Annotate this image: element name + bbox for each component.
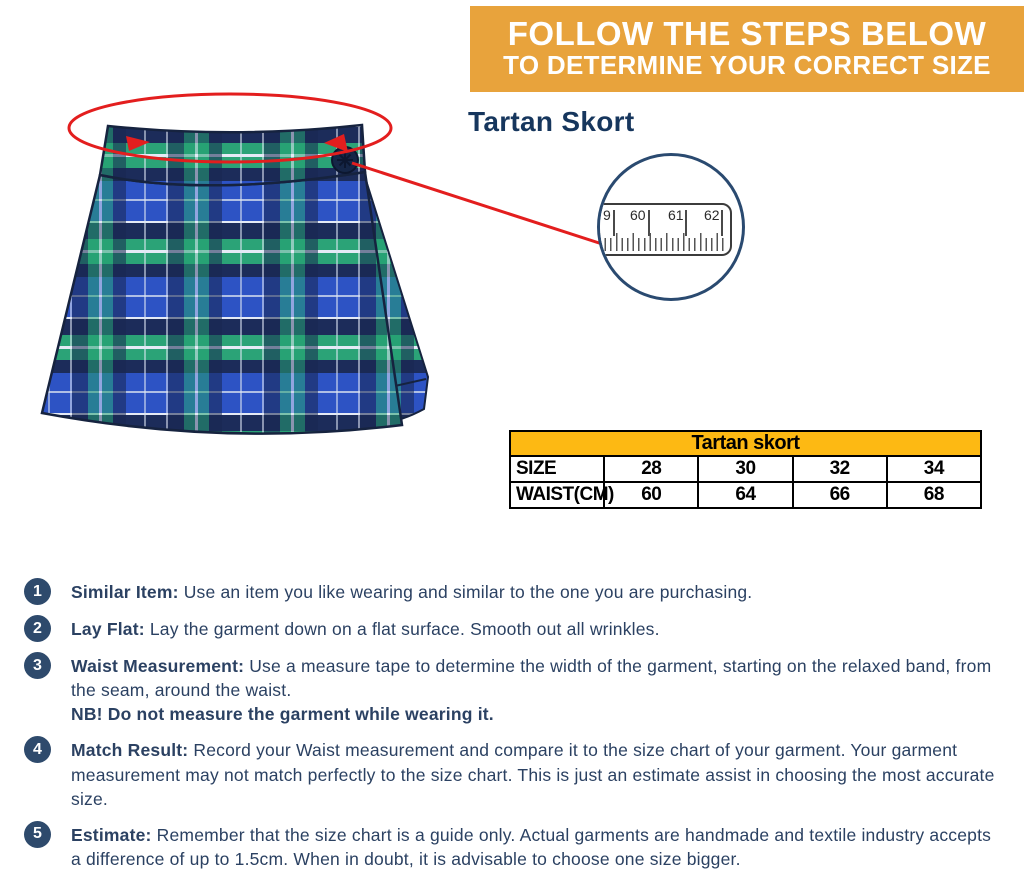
step-item-3 xyxy=(24,654,1020,726)
size-value: 34 xyxy=(887,456,981,482)
waist-row-label: WAIST(CM) xyxy=(510,482,604,508)
step-number-badge: 3 xyxy=(24,652,51,679)
step-description: Use a measure tape to determine the width of the garment, starting on the relaxed band, from the seam, around the waist. xyxy=(71,656,992,701)
size-table xyxy=(509,430,982,509)
size-row-label: SIZE xyxy=(510,456,604,482)
table-row xyxy=(510,456,981,482)
ruler-number: 61 xyxy=(668,207,684,223)
step-item-4 xyxy=(24,738,1020,810)
banner-line1: FOLLOW THE STEPS BELOW xyxy=(507,14,987,52)
step-item-1 xyxy=(24,580,1020,605)
step-label: Estimate: xyxy=(71,824,152,845)
step-label: Similar Item: xyxy=(71,582,179,602)
waist-value: 66 xyxy=(793,482,887,508)
step-number-badge: 1 xyxy=(24,578,51,605)
step-note: NB! Do not measure the garment while wearing it. xyxy=(71,704,494,725)
tape-detail-circle xyxy=(597,153,745,301)
ruler-number: 60 xyxy=(630,207,646,223)
step-description: Lay the garment down on a flat surface. Smooth out all wrinkles. xyxy=(144,619,660,639)
skort-body xyxy=(42,172,402,434)
step-label: Match Result: xyxy=(71,740,189,761)
step-label: Lay Flat: xyxy=(71,619,145,639)
step-list xyxy=(24,580,1020,878)
measuring-tape-ruler xyxy=(597,203,732,256)
step-label: Waist Measurement: xyxy=(71,656,245,676)
waist-value: 68 xyxy=(887,482,981,508)
step-text xyxy=(71,823,1006,871)
size-table-title: Tartan skort xyxy=(510,431,981,456)
table-row xyxy=(510,482,981,508)
step-number-badge: 5 xyxy=(24,821,51,848)
step-description: Use an item you like wearing and similar to the one you are purchasing. xyxy=(178,582,753,602)
size-value: 30 xyxy=(698,456,792,482)
table-header-row xyxy=(510,431,981,456)
step-item-2 xyxy=(24,617,1020,642)
size-value: 32 xyxy=(793,456,887,482)
step-text xyxy=(71,738,1006,810)
step-item-5 xyxy=(24,823,1020,871)
waist-value: 64 xyxy=(698,482,792,508)
ruler-number: 62 xyxy=(704,207,720,223)
step-text xyxy=(71,617,660,641)
step-description: Record your Waist measurement and compare it to the size chart of your garment. Your garment measurement may not match perfectly to the size chart. This is just an estimate assist in choosing the most accurate size. xyxy=(71,740,995,809)
step-text xyxy=(71,654,1006,726)
banner-line2: TO DETERMINE YOUR CORRECT SIZE xyxy=(503,50,991,81)
header-banner xyxy=(470,6,1024,92)
step-text xyxy=(71,580,752,604)
callout-line xyxy=(352,163,630,253)
size-value: 28 xyxy=(604,456,698,482)
step-number-badge: 2 xyxy=(24,615,51,642)
page-title: Tartan Skort xyxy=(468,106,635,137)
ruler-minor-ticks xyxy=(599,238,725,251)
waist-value: 60 xyxy=(604,482,698,508)
step-description: Remember that the size chart is a guide only. Actual garments are handmade and textile industry accepts a difference of up to 1.5cm. When in doubt, it is advisable to choose one size bigger. xyxy=(71,824,992,869)
step-number-badge: 4 xyxy=(24,736,51,763)
ruler-number: 9 xyxy=(603,207,611,223)
